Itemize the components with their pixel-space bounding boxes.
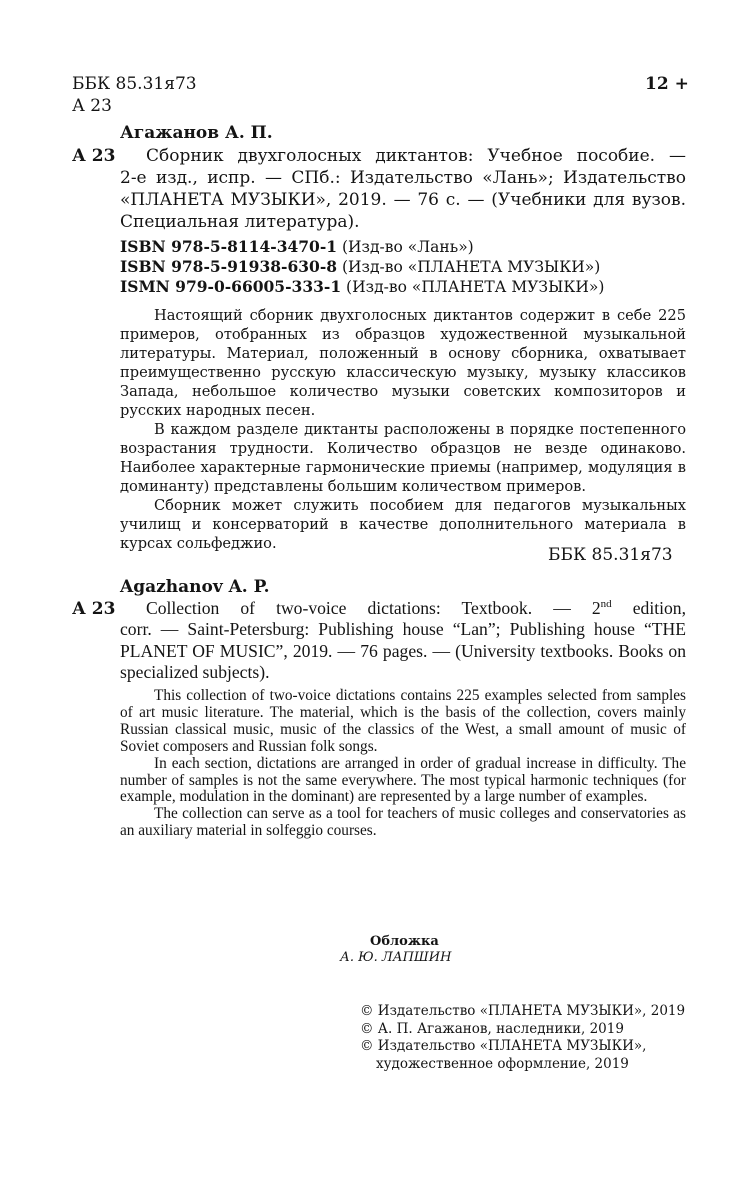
cover-label: Обложка [370, 934, 439, 949]
en-abstract [120, 688, 686, 840]
isbn-number: ISBN 978-5-8114-3470-1 [120, 237, 338, 256]
isbn-number: ISBN 978-5-91938-630-8 [120, 257, 338, 276]
copyright-block [360, 1003, 685, 1073]
bbk-code-header: ББК 85.31я73 [72, 74, 197, 94]
author-mark-header: А 23 [72, 96, 112, 116]
en-abstract-paragraph: This collection of two-voice dictations contains 225 examples selected from samples of art music literature. The material, which is the basis of the collection, covers mainly Russian classical music, music of the classics of the West, a small amount of music of Soviet composers and Russian folk songs. [120, 687, 686, 755]
ru-entry-details: 2-е изд., испр. — СПб.: Издательство «Лань»; Издательство «ПЛАНЕТА МУЗЫКИ», 2019. — 76 с. — (Учебники для вузов. Специальная литература). [120, 168, 686, 232]
edition-superscript: nd [600, 598, 612, 611]
ru-author: Агажанов А. П. [120, 123, 273, 143]
ru-abstract-paragraph: Сборник может служить пособием для педагогов музыкальных училищ и консерваторий в качестве дополнительного материала в курсах сольфеджио. [120, 497, 686, 552]
ismn-line [120, 277, 604, 297]
en-title-text: Collection of two-voice dictations: Textbook. — 2 [146, 598, 601, 618]
en-title-edition: edition, [611, 598, 686, 618]
ru-entry-title: Сборник двухголосных диктантов: Учебное пособие. — [146, 146, 686, 166]
isbn-line [120, 237, 604, 257]
en-abstract-paragraph: In each section, dictations are arranged in order of gradual increase in difficulty. The number of samples is not the same everywhere. The most typical harmonic techniques (for example, modulation in the dominant) are represented by a large number of examples. [120, 754, 686, 806]
en-entry-label: А 23 [72, 599, 116, 619]
copyright-line: художественное оформление, 2019 [376, 1055, 629, 1072]
ru-abstract-paragraph: Настоящий сборник двухголосных диктантов содержит в себе 225 примеров, отобранных из образцов художественной музыкальной литературы. Материал, положенный в основу сборника, охватывает преимущественно русскую классическую музыку, музыку классиков Запада, небольшое количество музыки советских композиторов и русских народных песен. [120, 307, 686, 419]
en-author: Agazhanov A. P. [120, 577, 270, 597]
ru-abstract [120, 306, 686, 553]
isbn-publisher: (Изд-во «ПЛАНЕТА МУЗЫКИ») [341, 258, 601, 276]
copyright-line: © Издательство «ПЛАНЕТА МУЗЫКИ», 2019 [360, 1003, 686, 1019]
copyright-line: © Издательство «ПЛАНЕТА МУЗЫКИ», [360, 1038, 647, 1054]
cover-artist: А. Ю. ЛАПШИН [340, 950, 452, 965]
en-abstract-paragraph: The collection can serve as a tool for teachers of music colleges and conservatories as an auxiliary material in solfeggio courses. [120, 805, 686, 840]
ru-entry-label: А 23 [72, 146, 116, 166]
isbn-list [120, 237, 604, 297]
bbk-code-right: ББК 85.31я73 [548, 545, 673, 565]
en-entry-details: corr. — Saint-Petersburg: Publishing house “Lan”; Publishing house “THE PLANET OF MUSIC”, 2019. — 76 pages. — (University textbooks. Books on specialized subjects). [120, 619, 686, 682]
en-entry-title [146, 598, 686, 620]
ismn-number: ISMN 979-0-66005-333-1 [120, 277, 342, 296]
isbn-publisher: (Изд-во «Лань») [341, 238, 474, 256]
copyright-line: © А. П. Агажанов, наследники, 2019 [360, 1020, 624, 1037]
isbn-line [120, 257, 604, 277]
ru-abstract-paragraph: В каждом разделе диктанты расположены в порядке постепенного возрастания трудности. Количество образцов не везде одинаково. Наиболее характерные гармонические приемы (например, модуляция в доминанту) представлены большим количеством примеров. [120, 421, 686, 495]
age-rating: 12 + [645, 74, 689, 94]
isbn-publisher: (Изд-во «ПЛАНЕТА МУЗЫКИ») [346, 278, 605, 296]
